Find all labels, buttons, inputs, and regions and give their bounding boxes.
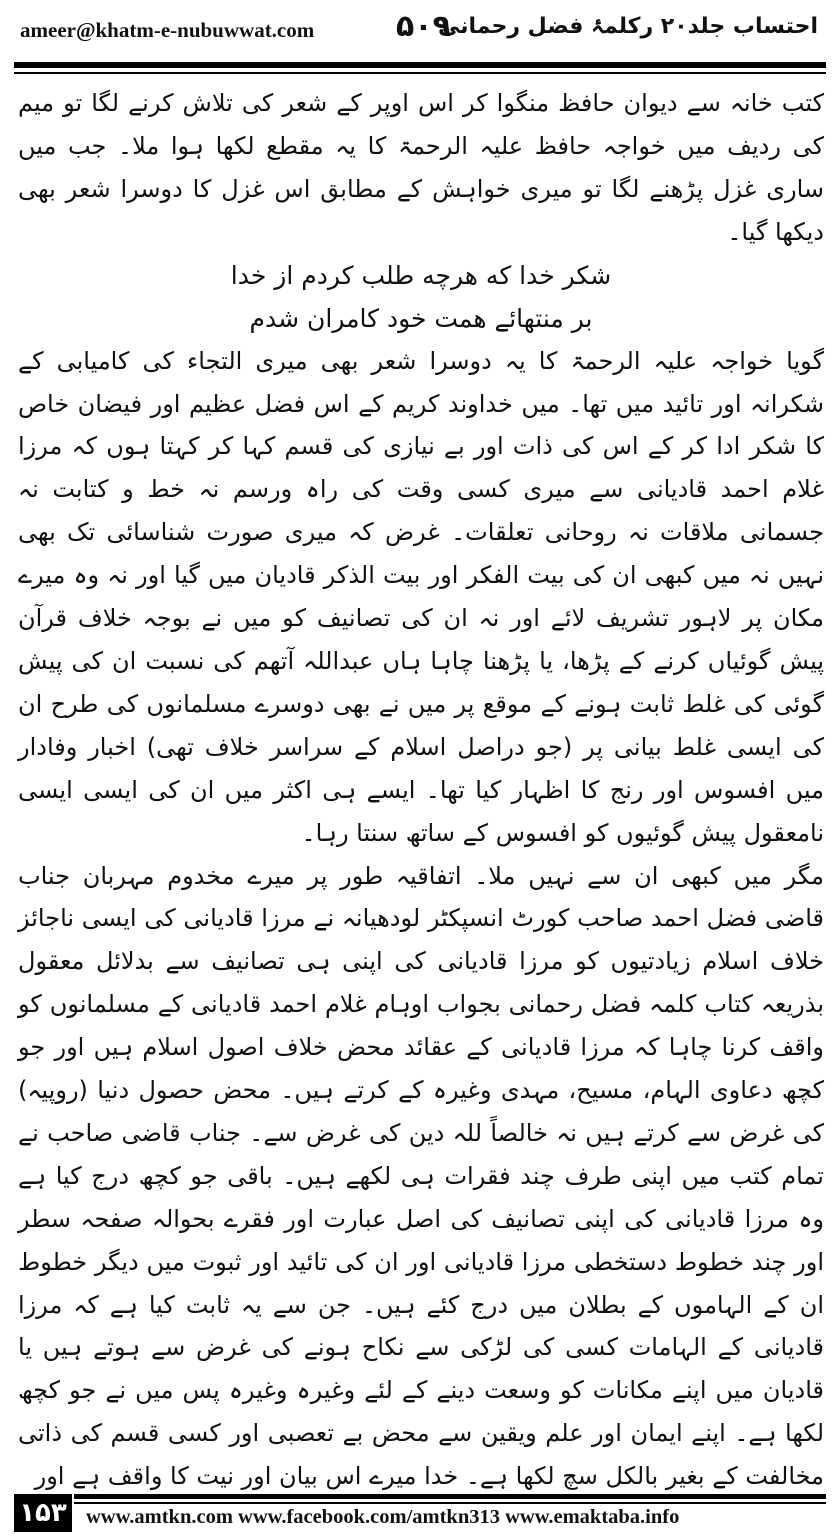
folio-number: ۱۵۳ xyxy=(14,1494,72,1532)
header-rule-thin xyxy=(14,72,826,74)
page-number: ۵۰۹ xyxy=(396,9,451,44)
footer-rule-thick xyxy=(74,1494,826,1499)
paragraph-2: گویا خواجہ علیہ الرحمۃ کا یہ دوسرا شعر بھی میری التجاء کی کامیابی کے شکرانہ اور تائید میں تھا۔ میں خداوند کریم کے اس فضل عظیم اور فیضان خاص کا شکر ادا کر کے اس کی ذات اور بے نیازی کی قسم کہا کر کہتا ہوں کہ مرزا غلام احمد قادیانی سے میری کسی وقت کی راہ ورسم نہ خط و کتابت نہ جسمانی ملاقات نہ روحانی تعلقات۔ غرض کہ میری صورت شناسائی تک بھی نہیں نہ میں کبھی ان کی بیت الفکر اور بیت الذکر قادیان میں گیا اور نہ وہ میرے مکان پر لاہور تشریف لائے اور نہ ان کی تصانیف کو میں نے بوجہ خلاف قرآن پیش گوئیاں کرنے کے پڑھا، یا پڑھنا چاہا ہاں عبداللہ آتھم کی نسبت ان کی پیش گوئی کی غلط ثابت ہونے کے موقع پر میں نے بھی دوسرے مسلمانوں کی طرح ان کی ایسی غلط بیانی پر (جو دراصل اسلام کے سراسر خلاف تھی) اخبار وفادار میں افسوس اور رنج کا اظہار کیا تھا۔ ایسے ہی اکثر میں ان کی ایسی ایسی نامعقول پیش گوئیوں کو افسوس کے ساتھ سنتا رہا۔ xyxy=(18,346,825,847)
persian-couplet-line-2: بر منتهائے همت خود کامران شدم xyxy=(249,303,593,333)
book-title: احتساب جلد۲۰ رکلمۂ فضل رحمانی xyxy=(437,14,818,39)
persian-couplet-line-1: شکر خدا که هرچه طلب کردم از خدا xyxy=(230,260,612,290)
page-body xyxy=(18,82,824,1498)
paragraph-3: مگر میں کبھی ان سے نہیں ملا۔ اتفاقیہ طور پر میرے مخدوم مہربان جناب قاضی فضل احمد صاحب کورٹ انسپکٹر لودھیانہ نے مرزا قادیانی کی ایسی ناجائز خلاف اسلام زیادتیوں کو مرزا قادیانی کی اپنی ہی تصانیف سے بدلائل معقول بذریعہ کتاب کلمہ فضل رحمانی بجواب اوہام غلام احمد قادیانی کے مسلمانوں کو واقف کرنا چاہا کہ مرزا قادیانی کے عقائد محض خلاف اصول اسلام ہیں اور جو کچھ دعاوی الہام، مسیح، مہدی وغیرہ کے کرتے ہیں۔ محض حصول دنیا (روپیہ) کی غرض سے کرتے ہیں نہ خالصاً للہ دین کی غرض سے۔ جناب قاضی صاحب نے تمام کتب میں اپنی طرف چند فقرات ہی لکھے ہیں۔ باقی جو کچھ درج کیا ہے وہ مرزا قادیانی کی اپنی تصانیف کی اصل عبارت اور فقرے بحوالہ صفحہ سطر اور چند خطوط دستخطی مرزا قادیانی اور ان کی تائید اور ثبوت میں دیگر خطوط ان کے الہاموں کے بطلان میں درج کئے ہیں۔ جن سے یہ ثابت کیا ہے کہ مرزا قادیانی کے الہامات کسی کی لڑکی سے نکاح ہونے کی غرض سے ہوتے ہیں یا قادیان میں اپنے مکانات کو وسعت دینے کے لئے وغیرہ وغیرہ پس میں نے جو کچھ لکھا ہے۔ اپنے ایمان اور علم ویقین سے محض بے تعصبی اور کسی قسم کی ذاتی مخالفت کے بغیر بالکل سچ لکھا ہے۔ خدا میرے اس بیان اور نیت کا واقف ہے اور xyxy=(18,861,824,1491)
page-footer xyxy=(14,1494,826,1534)
footer-links[interactable]: www.amtkn.com www.facebook.com/amtkn313 www.emaktaba.info xyxy=(86,1506,680,1528)
page-header xyxy=(14,6,826,52)
footer-rule-thin xyxy=(74,1502,826,1504)
header-rule-thick xyxy=(14,62,826,68)
paragraph-1: کتب خانہ سے دیوان حافظ منگوا کر اس اوپر کے شعر کی تلاش کرنے لگا تو میم کی ردیف میں خواجہ حافظ علیہ الرحمۃ کا یہ مقطع لکھا ہوا ملا۔ جب میں ساری غزل پڑھنے لگا تو میری خواہش کے مطابق اس غزل کا دوسرا شعر بھی دیکھا گیا۔ xyxy=(18,89,824,246)
header-email[interactable]: ameer@khatm-e-nubuwwat.com xyxy=(20,18,315,42)
